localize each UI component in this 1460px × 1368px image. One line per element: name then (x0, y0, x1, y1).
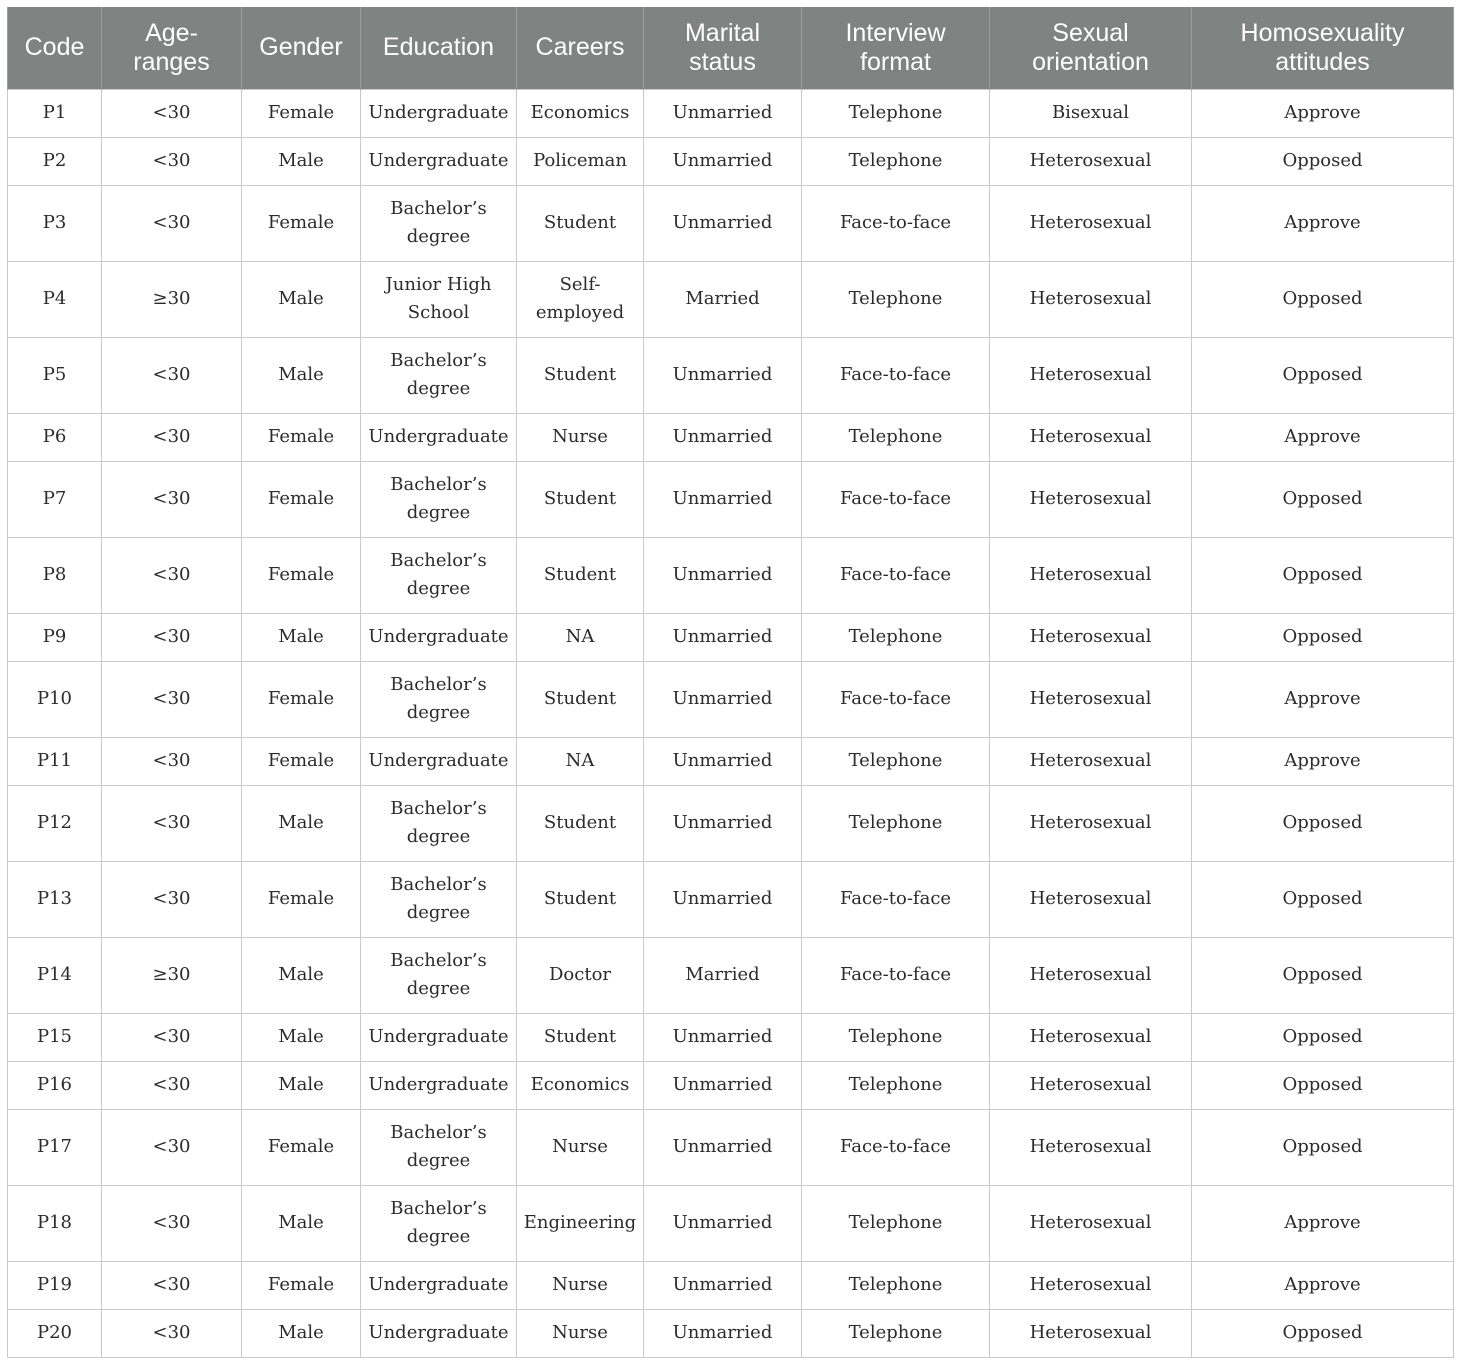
table-cell: <30 (102, 785, 242, 861)
table-cell: Student (517, 185, 644, 261)
table-cell: Unmarried (644, 137, 802, 185)
table-row (8, 785, 1454, 861)
table-cell: Female (242, 461, 361, 537)
table-cell: Heterosexual (990, 337, 1192, 413)
table-cell: Unmarried (644, 1185, 802, 1261)
table-cell: <30 (102, 861, 242, 937)
table-cell: Unmarried (644, 661, 802, 737)
table-cell: Economics (517, 1061, 644, 1109)
table-cell: P11 (8, 737, 102, 785)
table-cell: <30 (102, 185, 242, 261)
table-cell: Undergraduate (361, 1309, 517, 1357)
table-cell: Married (644, 937, 802, 1013)
table-cell: Female (242, 413, 361, 461)
table-body (8, 89, 1454, 1357)
table-cell: Face-to-face (802, 537, 990, 613)
table-cell: Student (517, 861, 644, 937)
column-header: Age- ranges (102, 7, 242, 89)
table-cell: Undergraduate (361, 737, 517, 785)
table-cell: Male (242, 337, 361, 413)
table-cell: Nurse (517, 1261, 644, 1309)
table-cell: Heterosexual (990, 185, 1192, 261)
table-cell: Male (242, 937, 361, 1013)
table-cell: Heterosexual (990, 1013, 1192, 1061)
table-cell: Male (242, 1309, 361, 1357)
table-cell: P14 (8, 937, 102, 1013)
table-cell: <30 (102, 89, 242, 137)
table-cell: Telephone (802, 785, 990, 861)
table-cell: ≥30 (102, 937, 242, 1013)
table-cell: Bachelor’s degree (361, 785, 517, 861)
table-cell: Bachelor’s degree (361, 1109, 517, 1185)
table-cell: Opposed (1192, 613, 1454, 661)
table-cell: Female (242, 661, 361, 737)
table-cell: Unmarried (644, 785, 802, 861)
table-row (8, 1013, 1454, 1061)
table-cell: Bachelor’s degree (361, 861, 517, 937)
table-cell: Approve (1192, 737, 1454, 785)
table-cell: P20 (8, 1309, 102, 1357)
table-cell: Undergraduate (361, 137, 517, 185)
table-row (8, 661, 1454, 737)
table-cell: Economics (517, 89, 644, 137)
table-cell: <30 (102, 737, 242, 785)
table-cell: Telephone (802, 737, 990, 785)
table-cell: <30 (102, 1309, 242, 1357)
column-header: Interview format (802, 7, 990, 89)
table-cell: Bachelor’s degree (361, 337, 517, 413)
column-header: Code (8, 7, 102, 89)
table-cell: Male (242, 261, 361, 337)
table-cell: P17 (8, 1109, 102, 1185)
table-cell: Unmarried (644, 1309, 802, 1357)
table-cell: Opposed (1192, 537, 1454, 613)
table-cell: Undergraduate (361, 613, 517, 661)
table-cell: Bachelor’s degree (361, 937, 517, 1013)
table-cell: Telephone (802, 1309, 990, 1357)
table-cell: Approve (1192, 185, 1454, 261)
table-row (8, 861, 1454, 937)
table-cell: P8 (8, 537, 102, 613)
table-cell: Male (242, 785, 361, 861)
table-cell: Heterosexual (990, 785, 1192, 861)
column-header: Sexual orientation (990, 7, 1192, 89)
table-cell: <30 (102, 461, 242, 537)
table-cell: Bisexual (990, 89, 1192, 137)
table-cell: P15 (8, 1013, 102, 1061)
table-cell: Opposed (1192, 261, 1454, 337)
table-cell: P2 (8, 137, 102, 185)
table-cell: Doctor (517, 937, 644, 1013)
table-cell: Student (517, 461, 644, 537)
table-cell: Student (517, 785, 644, 861)
table-row (8, 89, 1454, 137)
table-cell: Telephone (802, 1061, 990, 1109)
table-row (8, 185, 1454, 261)
table-cell: <30 (102, 613, 242, 661)
table-cell: Heterosexual (990, 261, 1192, 337)
table-cell: Male (242, 137, 361, 185)
table-cell: Undergraduate (361, 1261, 517, 1309)
table-cell: Student (517, 537, 644, 613)
table-cell: P6 (8, 413, 102, 461)
table-cell: Telephone (802, 413, 990, 461)
column-header: Gender (242, 7, 361, 89)
table-cell: Telephone (802, 89, 990, 137)
table-cell: Unmarried (644, 737, 802, 785)
table-cell: Student (517, 337, 644, 413)
table-cell: Unmarried (644, 185, 802, 261)
table-cell: Heterosexual (990, 1061, 1192, 1109)
table-cell: Heterosexual (990, 137, 1192, 185)
table-cell: <30 (102, 413, 242, 461)
table-cell: P13 (8, 861, 102, 937)
table-cell: Unmarried (644, 1261, 802, 1309)
table-cell: P18 (8, 1185, 102, 1261)
table-cell: Male (242, 1185, 361, 1261)
table-cell: Female (242, 1261, 361, 1309)
table-cell: Policeman (517, 137, 644, 185)
table-row (8, 1109, 1454, 1185)
table-cell: Approve (1192, 1185, 1454, 1261)
table-cell: Face-to-face (802, 861, 990, 937)
table-cell: Face-to-face (802, 937, 990, 1013)
table-row (8, 413, 1454, 461)
table-cell: Opposed (1192, 137, 1454, 185)
table-row (8, 1185, 1454, 1261)
table-cell: Opposed (1192, 1061, 1454, 1109)
table-cell: Female (242, 861, 361, 937)
table-cell: Opposed (1192, 937, 1454, 1013)
table-cell: P19 (8, 1261, 102, 1309)
table-cell: <30 (102, 537, 242, 613)
table-cell: <30 (102, 1013, 242, 1061)
table-cell: Heterosexual (990, 661, 1192, 737)
table-cell: Heterosexual (990, 861, 1192, 937)
table-cell: Opposed (1192, 785, 1454, 861)
table-cell: Telephone (802, 613, 990, 661)
table-cell: P10 (8, 661, 102, 737)
table-cell: Telephone (802, 1013, 990, 1061)
table-row (8, 1061, 1454, 1109)
table-cell: Heterosexual (990, 461, 1192, 537)
table-cell: <30 (102, 1185, 242, 1261)
table-cell: Heterosexual (990, 1309, 1192, 1357)
table-cell: P5 (8, 337, 102, 413)
table-header-row (8, 7, 1454, 89)
table-cell: P1 (8, 89, 102, 137)
table-cell: Female (242, 89, 361, 137)
table-cell: <30 (102, 337, 242, 413)
table-cell: Bachelor’s degree (361, 185, 517, 261)
table-cell: Approve (1192, 1261, 1454, 1309)
table-cell: Undergraduate (361, 1061, 517, 1109)
table-cell: Engineering (517, 1185, 644, 1261)
column-header: Education (361, 7, 517, 89)
table-cell: Unmarried (644, 461, 802, 537)
table-cell: Heterosexual (990, 537, 1192, 613)
table-cell: P4 (8, 261, 102, 337)
table-cell: P9 (8, 613, 102, 661)
column-header: Marital status (644, 7, 802, 89)
table-cell: Unmarried (644, 1061, 802, 1109)
table-cell: Opposed (1192, 1309, 1454, 1357)
table-cell: Face-to-face (802, 337, 990, 413)
table-cell: Undergraduate (361, 89, 517, 137)
table-cell: <30 (102, 1261, 242, 1309)
table-cell: NA (517, 613, 644, 661)
table-cell: Female (242, 537, 361, 613)
table-cell: Face-to-face (802, 185, 990, 261)
table-cell: Heterosexual (990, 1185, 1192, 1261)
table-cell: <30 (102, 137, 242, 185)
table-row (8, 937, 1454, 1013)
table-cell: <30 (102, 1109, 242, 1185)
table-row (8, 737, 1454, 785)
table-cell: Telephone (802, 261, 990, 337)
table-cell: Bachelor’s degree (361, 537, 517, 613)
table-cell: Approve (1192, 661, 1454, 737)
table-cell: Undergraduate (361, 413, 517, 461)
table-cell: Undergraduate (361, 1013, 517, 1061)
table-cell: Male (242, 613, 361, 661)
table-cell: Nurse (517, 413, 644, 461)
table-cell: Self- employed (517, 261, 644, 337)
table-cell: Female (242, 185, 361, 261)
table-cell: Nurse (517, 1309, 644, 1357)
table-cell: Telephone (802, 137, 990, 185)
table-cell: Female (242, 737, 361, 785)
table-cell: Male (242, 1013, 361, 1061)
table-cell: Unmarried (644, 861, 802, 937)
table-cell: ≥30 (102, 261, 242, 337)
table-cell: Heterosexual (990, 1109, 1192, 1185)
table-cell: Opposed (1192, 1013, 1454, 1061)
table-row (8, 1309, 1454, 1357)
table-cell: <30 (102, 661, 242, 737)
table-row (8, 337, 1454, 413)
table-cell: Opposed (1192, 861, 1454, 937)
table-cell: Unmarried (644, 89, 802, 137)
participant-demographics-table (7, 7, 1454, 1358)
table-cell: Nurse (517, 1109, 644, 1185)
column-header: Careers (517, 7, 644, 89)
table-cell: Heterosexual (990, 413, 1192, 461)
table-cell: Female (242, 1109, 361, 1185)
table-cell: Junior High School (361, 261, 517, 337)
table-cell: Telephone (802, 1185, 990, 1261)
table-cell: NA (517, 737, 644, 785)
table-cell: Face-to-face (802, 461, 990, 537)
table-cell: Unmarried (644, 613, 802, 661)
table-row (8, 537, 1454, 613)
table-cell: Face-to-face (802, 661, 990, 737)
table-cell: Bachelor’s degree (361, 461, 517, 537)
table-cell: P3 (8, 185, 102, 261)
table-cell: Male (242, 1061, 361, 1109)
table-cell: P12 (8, 785, 102, 861)
table-cell: Unmarried (644, 413, 802, 461)
table-cell: Student (517, 1013, 644, 1061)
table-cell: Opposed (1192, 337, 1454, 413)
table-cell: Approve (1192, 89, 1454, 137)
table-cell: Telephone (802, 1261, 990, 1309)
table-cell: Approve (1192, 413, 1454, 461)
table-cell: Student (517, 661, 644, 737)
table-cell: P7 (8, 461, 102, 537)
column-header: Homosexuality attitudes (1192, 7, 1454, 89)
table-cell: Heterosexual (990, 613, 1192, 661)
table-cell: Face-to-face (802, 1109, 990, 1185)
table-cell: Bachelor’s degree (361, 1185, 517, 1261)
table-cell: Heterosexual (990, 1261, 1192, 1309)
table-cell: Heterosexual (990, 937, 1192, 1013)
table-cell: Married (644, 261, 802, 337)
table-row (8, 261, 1454, 337)
table-cell: Unmarried (644, 537, 802, 613)
table-cell: Bachelor’s degree (361, 661, 517, 737)
table-row (8, 613, 1454, 661)
table-row (8, 1261, 1454, 1309)
table-row (8, 461, 1454, 537)
table-cell: Opposed (1192, 1109, 1454, 1185)
table-cell: Unmarried (644, 337, 802, 413)
table-cell: P16 (8, 1061, 102, 1109)
table-row (8, 137, 1454, 185)
table-cell: <30 (102, 1061, 242, 1109)
table-cell: Unmarried (644, 1109, 802, 1185)
table-cell: Opposed (1192, 461, 1454, 537)
table-cell: Unmarried (644, 1013, 802, 1061)
table-cell: Heterosexual (990, 737, 1192, 785)
